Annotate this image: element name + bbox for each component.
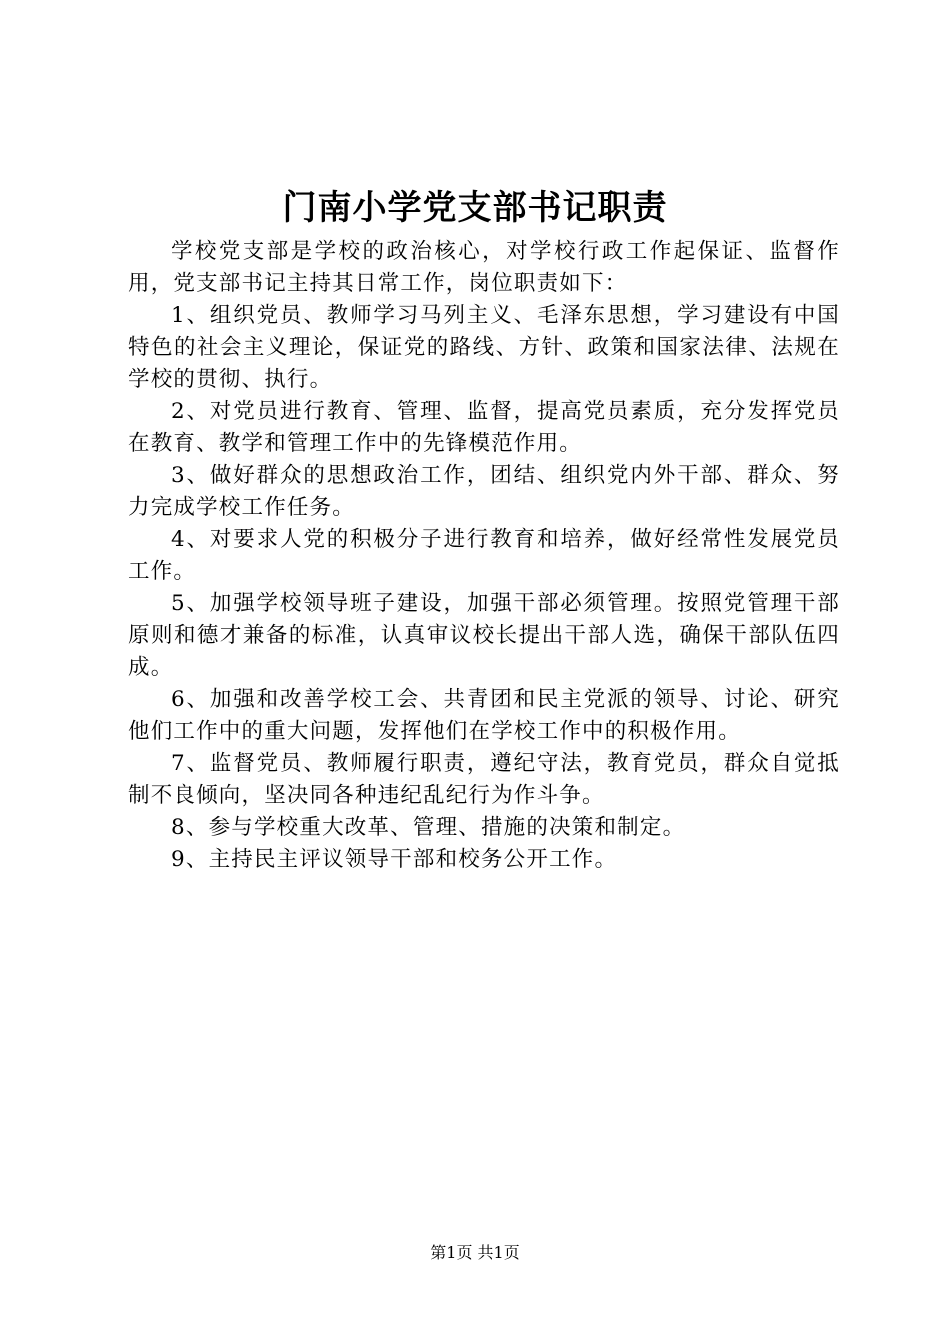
- page-footer: 第1页 共1页: [430, 1243, 520, 1262]
- intro-paragraph: 学校党支部是学校的政治核心，对学校行政工作起保证、监督作用，党支部书记主持其日常工作，岗位职责如下：: [128, 239, 840, 296]
- duty-item-7: 7、监督党员、教师履行职责，遵纪守法，教育党员，群众自觉抵制不良倾向，坚决同各种违纪乱纪行为作斗争。: [128, 751, 840, 808]
- document-body: [128, 236, 840, 876]
- duty-item-8: 8、参与学校重大改革、管理、措施的决策和制定。: [171, 815, 686, 840]
- duty-item-3: 3、做好群众的思想政治工作，团结、组织党内外干部、群众、努力完成学校工作任务。: [128, 463, 840, 520]
- duty-item-4: 4、对要求人党的积极分子进行教育和培养，做好经常性发展党员工作。: [128, 527, 840, 584]
- page-title: 门南小学党支部书记职责: [282, 188, 668, 228]
- duty-item-6: 6、加强和改善学校工会、共青团和民主党派的领导、讨论、研究他们工作中的重大问题，发挥他们在学校工作中的积极作用。: [128, 687, 840, 744]
- duty-item-5: 5、加强学校领导班子建设，加强干部必须管理。按照党管理干部原则和德才兼备的标准，认真审议校长提出干部人选，确保干部队伍四成。: [128, 591, 840, 680]
- duty-item-2: 2、对党员进行教育、管理、监督，提高党员素质，充分发挥党员在教育、教学和管理工作中的先锋模范作用。: [128, 399, 840, 456]
- duty-item-9: 9、主持民主评议领导干部和校务公开工作。: [171, 847, 618, 872]
- duty-item-1: 1、组织党员、教师学习马列主义、毛泽东思想，学习建设有中国特色的社会主义理论，保证党的路线、方针、政策和国家法律、法规在学校的贯彻、执行。: [128, 303, 840, 392]
